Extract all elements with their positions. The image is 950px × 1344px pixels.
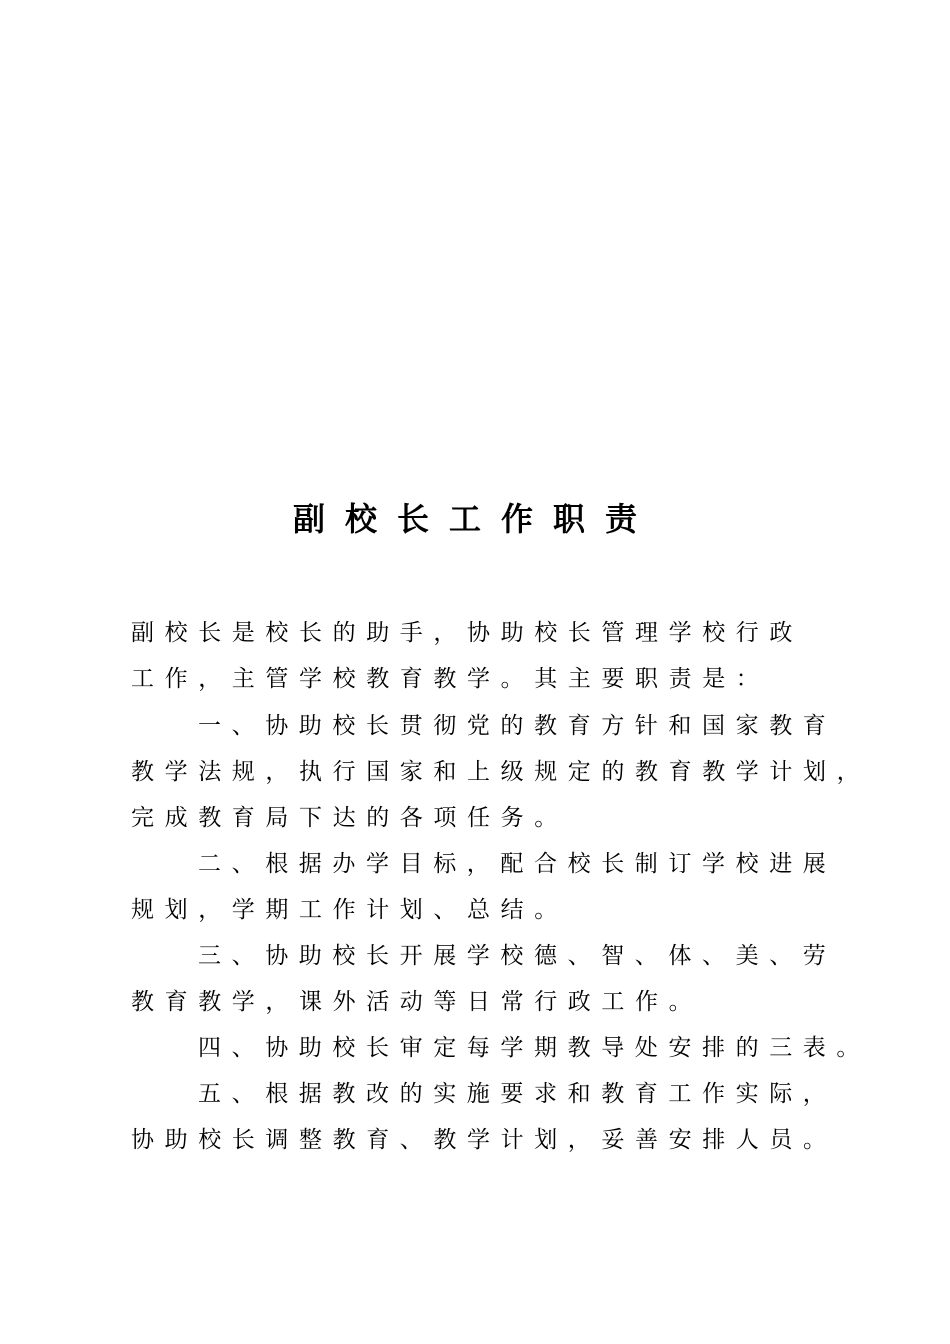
paragraph-line: 完成教育局下达的各项任务。 [131, 805, 568, 831]
paragraph-line: 三、协助校长开展学校德、智、体、美、劳 [198, 943, 837, 969]
paragraph-line: 二、根据办学目标，配合校长制订学校进展 [198, 851, 837, 877]
document-title: 副校长工作职责 [292, 500, 657, 538]
paragraph-line: 一、协助校长贯彻党的教育方针和国家教育 [198, 713, 837, 739]
paragraph-line: 教育教学，课外活动等日常行政工作。 [131, 989, 703, 1015]
paragraph-line: 协助校长调整教育、教学计划，妥善安排人员。 [131, 1127, 837, 1153]
paragraph-line: 五、根据教改的实施要求和教育工作实际， [198, 1081, 837, 1107]
paragraph-line: 教学法规，执行国家和上级规定的教育教学计划， [131, 759, 871, 785]
paragraph-line: 副校长是校长的助手，协助校长管理学校行政 [131, 620, 803, 646]
paragraph-line: 四、协助校长审定每学期教导处安排的三表。 [198, 1035, 870, 1061]
paragraph-line: 工作，主管学校教育教学。其主要职责是： [131, 666, 770, 692]
paragraph-line: 规划，学期工作计划、总结。 [131, 897, 568, 923]
